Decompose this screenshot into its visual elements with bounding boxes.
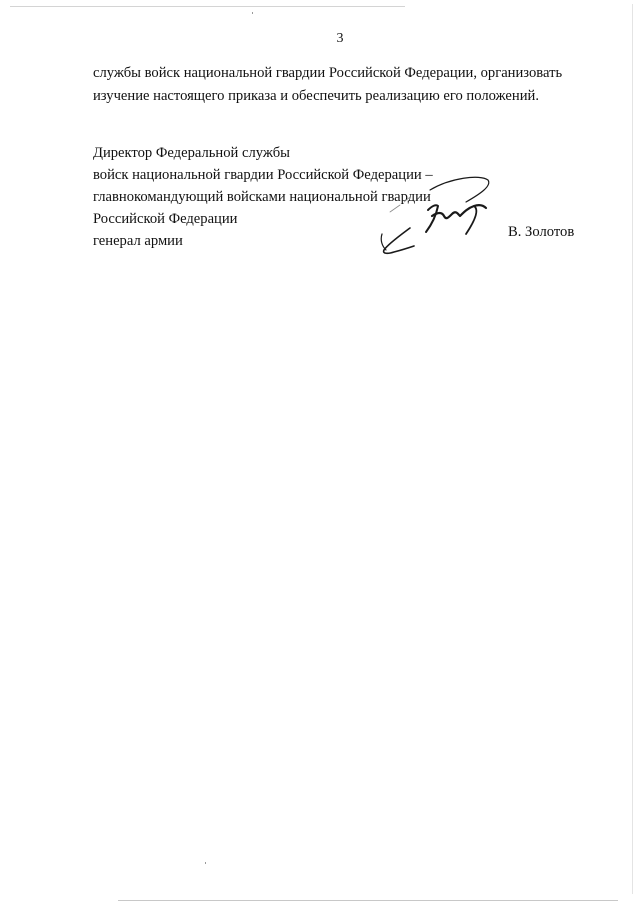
- body-line: службы войск национальной гвардии Российской Федерации, организовать: [93, 65, 563, 81]
- signer-name: В. Золотов: [508, 224, 575, 240]
- signatory-title-line: Директор Федеральной службы: [93, 145, 290, 161]
- signatory-title-line: главнокомандующий войсками национальной гвардии: [93, 189, 431, 205]
- scan-speck: [252, 12, 253, 14]
- body-paragraph: [93, 62, 593, 108]
- body-line: изучение настоящего приказа и обеспечить реализацию его положений.: [93, 88, 539, 104]
- handwritten-signature: [370, 172, 500, 262]
- scan-edge-top: [10, 6, 405, 7]
- scan-speck: [205, 862, 206, 864]
- signatory-title-line: Российской Федерации: [93, 211, 238, 227]
- signatory-title-line: войск национальной гвардии Российской Федерации –: [93, 167, 433, 183]
- page-number: 3: [336, 31, 344, 46]
- scan-edge-right: [632, 4, 633, 894]
- scan-edge-bottom: [118, 900, 618, 901]
- signatory-rank: генерал армии: [93, 233, 183, 249]
